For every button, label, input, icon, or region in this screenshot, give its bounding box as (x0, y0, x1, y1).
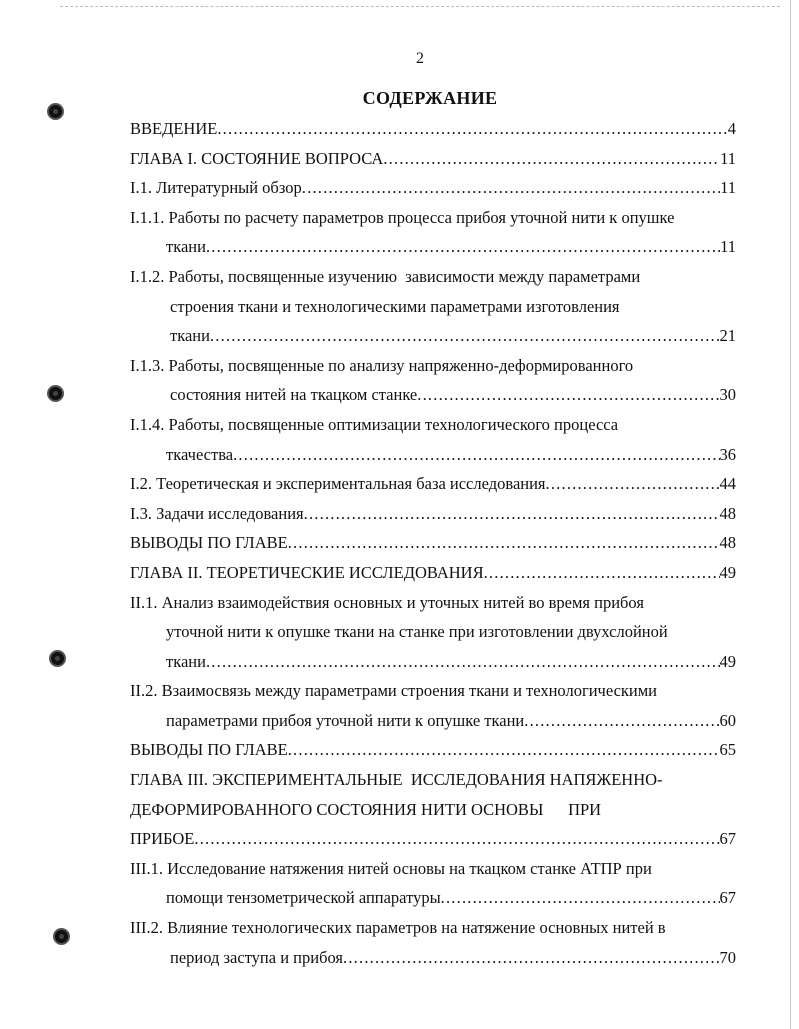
toc-page-number: 49 (719, 651, 736, 671)
toc-line (130, 351, 736, 381)
toc-line (130, 380, 736, 410)
toc-entry[interactable] (130, 854, 736, 913)
toc-entry[interactable] (130, 558, 736, 588)
toc-line (130, 262, 736, 292)
toc-entry[interactable] (130, 144, 736, 174)
toc-entry-text: уточной нити к опушке ткани на станке при изготовлении двухслойной (166, 622, 668, 642)
toc-entry-text: состояния нитей на ткацком станке (170, 385, 418, 405)
toc-entry[interactable] (130, 410, 736, 469)
toc-line (130, 854, 736, 884)
toc-entry-text: I.2. Теоретическая и экспериментальная база исследования (130, 474, 546, 494)
toc-line (130, 173, 736, 203)
toc-line (130, 765, 736, 795)
dot-leader (484, 558, 720, 588)
dot-leader (217, 114, 727, 144)
toc-line (130, 913, 736, 943)
dot-leader (546, 469, 720, 499)
toc-entry-text: II.1. Анализ взаимодействия основных и уточных нитей во время прибоя (130, 592, 644, 612)
toc-page-number: 67 (719, 829, 736, 849)
toc-entry-text: ГЛАВА II. ТЕОРЕТИЧЕСКИЕ ИССЛЕДОВАНИЯ (130, 562, 484, 582)
toc-entry-text: период заступа и прибоя (170, 947, 344, 967)
toc-line (130, 676, 736, 706)
toc-line (130, 588, 736, 618)
toc-line (130, 824, 736, 854)
toc-entry-text: I.1.4. Работы, посвященные оптимизации технологического процесса (130, 414, 619, 434)
dot-leader (441, 883, 720, 913)
toc-entry[interactable] (130, 114, 736, 144)
dot-leader (288, 735, 720, 765)
scan-right-edge (790, 0, 791, 1029)
toc-entry-text: параметрами прибоя уточной нити к опушке ткани (166, 710, 525, 730)
toc-line (130, 943, 736, 973)
toc-entry-text: ткани (166, 237, 206, 257)
toc-entry[interactable] (130, 499, 736, 529)
toc-entry[interactable] (130, 528, 736, 558)
toc-entry-text: I.1.3. Работы, посвященные по анализу напряженно-деформированного (130, 355, 634, 375)
toc-page-number: 65 (719, 740, 736, 760)
toc-line (130, 647, 736, 677)
dot-leader (210, 321, 720, 351)
toc-entry-text: помощи тензометрической аппаратуры (166, 888, 441, 908)
toc-page-number: 60 (719, 710, 736, 730)
toc-line (130, 144, 736, 174)
toc-line (130, 883, 736, 913)
dot-leader (304, 499, 720, 529)
toc-entry[interactable] (130, 173, 736, 203)
scan-edge-line (60, 6, 780, 7)
punch-hole-icon (53, 928, 70, 945)
toc-entry[interactable] (130, 469, 736, 499)
toc-page-number: 44 (719, 474, 736, 494)
toc-line (130, 469, 736, 499)
toc-entry[interactable] (130, 262, 736, 351)
toc-page-number: 4 (727, 119, 736, 138)
punch-hole-icon (47, 385, 64, 402)
toc-entry[interactable] (130, 588, 736, 677)
table-of-contents (130, 114, 736, 972)
toc-line (130, 499, 736, 529)
toc-line (130, 735, 736, 765)
toc-page-number: 67 (719, 888, 736, 908)
toc-entry-text: ткачества (166, 444, 234, 464)
toc-entry-text: I.3. Задачи исследования (130, 503, 304, 523)
toc-line (130, 292, 736, 322)
toc-entry[interactable] (130, 765, 736, 854)
toc-entry-text: ПРИБОЕ (130, 829, 195, 849)
toc-entry-text: ткани (166, 651, 206, 671)
punch-hole-icon (49, 650, 66, 667)
toc-line (130, 203, 736, 233)
toc-line (130, 321, 736, 351)
toc-entry[interactable] (130, 203, 736, 262)
toc-page-number: 36 (719, 444, 736, 464)
toc-entry-text: ткани (170, 326, 210, 346)
toc-entry-text: ГЛАВА I. СОСТОЯНИЕ ВОПРОСА (130, 148, 384, 168)
dot-leader (383, 144, 720, 174)
toc-page-number: 21 (719, 326, 736, 346)
toc-entry-text: ГЛАВА III. ЭКСПЕРИМЕНТАЛЬНЫЕ ИССЛЕДОВАНИЯ НАПЯЖЕННО- (130, 770, 663, 790)
page-title: СОДЕРЖАНИЕ (362, 88, 498, 108)
dot-leader (206, 647, 720, 677)
toc-page-number: 70 (719, 947, 736, 967)
toc-line (130, 528, 736, 558)
toc-entry-text: II.2. Взаимосвязь между параметрами строения ткани и технологическими (130, 681, 658, 701)
dot-leader (524, 706, 719, 736)
toc-line (130, 114, 736, 144)
dot-leader (417, 380, 719, 410)
toc-entry-text: ВЫВОДЫ ПО ГЛАВЕ (130, 740, 288, 760)
toc-entry-text: I.1. Литературный обзор (130, 178, 302, 198)
toc-entry-text: ДЕФОРМИРОВАННОГО СОСТОЯНИЯ НИТИ ОСНОВЫ ПРИ (130, 799, 602, 819)
toc-entry-text: I.1.2. Работы, посвященные изучению зависимости между параметрами (130, 266, 641, 286)
dot-leader (288, 528, 720, 558)
toc-entry[interactable] (130, 913, 736, 972)
toc-page-number: 11 (720, 148, 736, 168)
dot-leader (233, 440, 719, 470)
toc-entry-text: ВВЕДЕНИЕ (130, 119, 218, 138)
toc-line (130, 706, 736, 736)
toc-line (130, 795, 736, 825)
toc-entry-text: ВЫВОДЫ ПО ГЛАВЕ (130, 533, 288, 553)
toc-page-number: 48 (719, 503, 736, 523)
dot-leader (194, 824, 719, 854)
dot-leader (302, 173, 720, 203)
toc-entry-text: I.1.1. Работы по расчету параметров процесса прибоя уточной нити к опушке (130, 207, 675, 227)
toc-page-number: 48 (719, 533, 736, 553)
toc-line (130, 232, 736, 262)
toc-entry[interactable] (130, 735, 736, 765)
toc-entry-text: III.1. Исследование натяжения нитей основы на ткацком станке АТПР при (130, 858, 652, 878)
page-number: 2 (416, 50, 424, 67)
toc-entry[interactable] (130, 351, 736, 410)
dot-leader (343, 943, 719, 973)
toc-line (130, 558, 736, 588)
toc-line (130, 440, 736, 470)
toc-entry-text: III.2. Влияние технологических параметров на натяжение основных нитей в (130, 918, 666, 938)
toc-entry-text: строения ткани и технологическими параметрами изготовления (170, 296, 620, 316)
toc-page-number: 49 (719, 562, 736, 582)
toc-page-number: 11 (720, 178, 736, 198)
toc-entry[interactable] (130, 676, 736, 735)
dot-leader (206, 232, 720, 262)
toc-line (130, 410, 736, 440)
toc-page-number: 30 (719, 385, 736, 405)
toc-page-number: 11 (720, 237, 736, 257)
toc-line (130, 617, 736, 647)
